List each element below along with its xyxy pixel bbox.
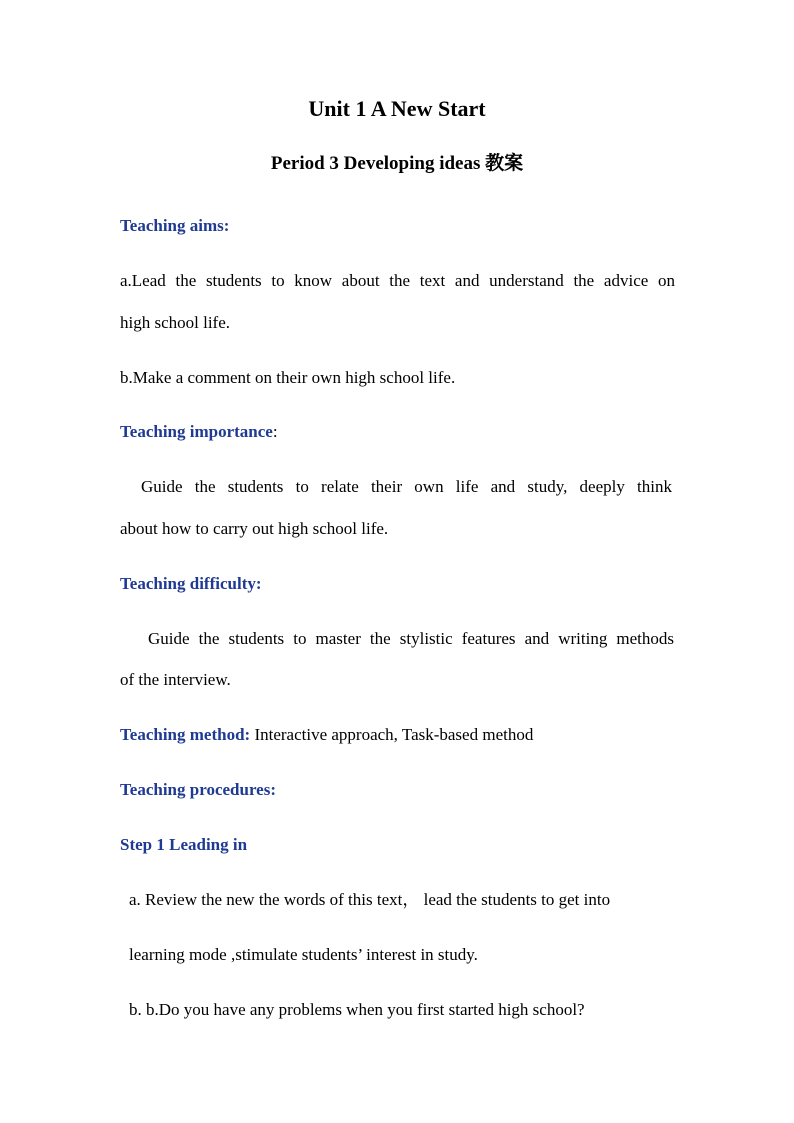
- teaching-method-row: [120, 724, 675, 746]
- importance-line1: Guide the students to relate their own life and study, deeply think: [141, 477, 672, 496]
- aims-item-a-line2: high school life.: [120, 313, 231, 332]
- teaching-importance-heading: Teaching importance: [120, 422, 273, 441]
- teaching-importance-heading-row: [120, 421, 675, 443]
- teaching-aims-heading: Teaching aims:: [120, 216, 230, 235]
- importance-line2: about how to carry out high school life.: [120, 519, 389, 538]
- aims-item-b: b.Make a comment on their own high school life.: [120, 368, 456, 387]
- step1-item-b: b. b.Do you have any problems when you first started high school?: [129, 1000, 585, 1019]
- step1-item-a-line1: a. Review the new the words of this text， lead the students to get into: [129, 890, 611, 909]
- teaching-procedures-heading: Teaching procedures:: [120, 780, 277, 799]
- teaching-method-text: Interactive approach, Task-based method: [254, 725, 534, 744]
- document-title: Unit 1 A New Start: [308, 96, 486, 121]
- teaching-importance-colon: :: [272, 422, 278, 441]
- step1-heading: Step 1 Leading in: [120, 835, 248, 854]
- teaching-method-heading: Teaching method:: [120, 725, 251, 744]
- difficulty-line2: of the interview.: [120, 670, 231, 689]
- aims-item-a-line1: a.Lead the students to know about the text and understand the advice on: [120, 271, 675, 290]
- difficulty-line1: Guide the students to master the stylistic features and writing methods: [148, 629, 674, 648]
- step1-item-a-line2: learning mode ,stimulate students’ interest in study.: [129, 945, 478, 964]
- document-subtitle: Period 3 Developing ideas 教案: [270, 153, 524, 174]
- teaching-difficulty-heading: Teaching difficulty:: [120, 574, 262, 593]
